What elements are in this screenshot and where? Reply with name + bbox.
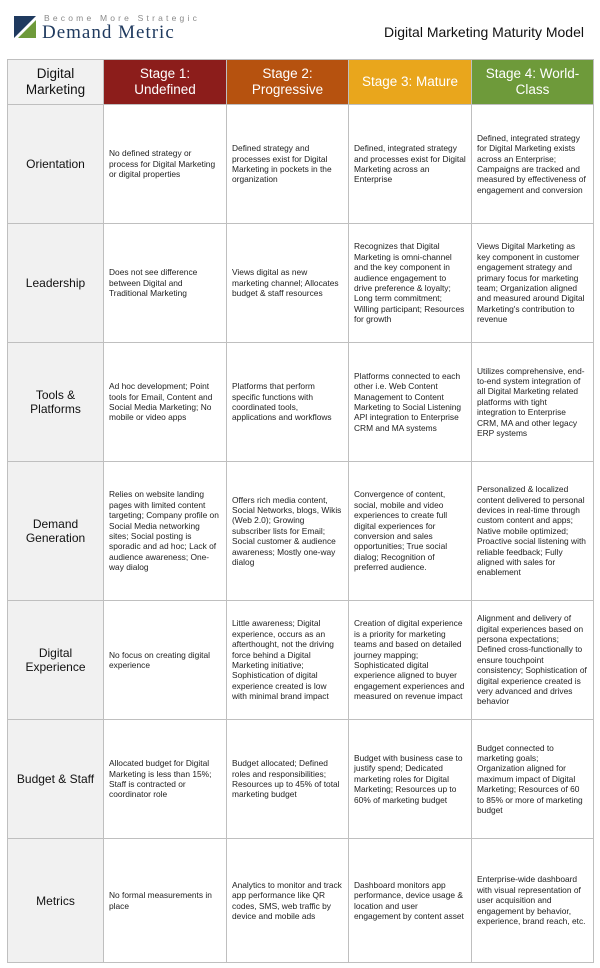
row-label: Leadership — [8, 224, 104, 343]
table-cell: Ad hoc development; Point tools for Email, Content and Social Media Marketing; No mobile or video apps — [104, 343, 227, 462]
table-cell: Platforms that perform specific functions with coordinated tools, applications and workflows — [227, 343, 349, 462]
table-cell: Defined, integrated strategy for Digital Marketing exists across an Enterprise; Campaigns are tracked and measured by effectiveness of engagement and conversion — [472, 105, 594, 224]
table-cell: Utilizes comprehensive, end-to-end system integration of all Digital Marketing related platforms with tight integration to Enterprise CRM, MA and other legacy ERP systems — [472, 343, 594, 462]
table-cell: Enterprise-wide dashboard with visual representation of user acquisition and engagement by behavior, experience, brand reach, etc. — [472, 839, 594, 963]
table-cell: Budget allocated; Defined roles and responsibilities; Resources up to 45% of total marketing budget — [227, 720, 349, 839]
logo-tagline: Become More Strategic — [44, 13, 201, 23]
table-cell: No formal measurements in place — [104, 839, 227, 963]
logo-brand: Demand Metric — [42, 22, 175, 43]
row-label: Digital Experience — [8, 601, 104, 720]
row-label: Budget & Staff — [8, 720, 104, 839]
table-row-budget-staff — [8, 720, 594, 839]
table-cell: Little awareness; Digital experience, occurs as an afterthought, not the driving force behind a Digital Marketing initiative; Sophistication of digital experience created is low with minimal brand impact — [227, 601, 349, 720]
page-title: Digital Marketing Maturity Model — [384, 24, 584, 40]
table-cell: Views digital as new marketing channel; Allocates budget & staff resources — [227, 224, 349, 343]
table-cell: Convergence of content, social, mobile and video experiences to create full digital experiences for conversion and sales opportunities; True social dialog; Recognition of preferred audience. — [349, 462, 472, 601]
table-cell: Defined, integrated strategy and processes exist for Digital Marketing across an Enterprise — [349, 105, 472, 224]
table-cell: Platforms connected to each other i.e. Web Content Management to Content Marketing to Social Listening API integration to Enterprise CRM and MA systems — [349, 343, 472, 462]
table-cell: Dashboard monitors app performance, device usage & location and user engagement by content asset — [349, 839, 472, 963]
table-cell: Defined strategy and processes exist for Digital Marketing in pockets in the organization — [227, 105, 349, 224]
stage-4-header: Stage 4: World-Class — [472, 60, 594, 105]
table-cell: Creation of digital experience is a priority for marketing teams and based on detailed journey mapping; Sophisticated digital experience aligned to buyer engagement experiences and measured on revenue impact — [349, 601, 472, 720]
table-cell: Allocated budget for Digital Marketing is less than 15%; Staff is contracted or coordinator role — [104, 720, 227, 839]
table-cell: Views Digital Marketing as key component in customer engagement strategy and primary focus for marketing team; Organization aligned and measured around Digital Marketing's contribution to revenue — [472, 224, 594, 343]
stage-1-header: Stage 1: Undefined — [104, 60, 227, 105]
stage-2-header: Stage 2: Progressive — [227, 60, 349, 105]
table-cell: Does not see difference between Digital and Traditional Marketing — [104, 224, 227, 343]
row-label: Tools & Platforms — [8, 343, 104, 462]
table-row-orientation — [8, 105, 594, 224]
row-label: Demand Generation — [8, 462, 104, 601]
logo-mark-icon — [14, 16, 36, 38]
table-cell: No focus on creating digital experience — [104, 601, 227, 720]
table-cell: Relies on website landing pages with limited content targeting; Company profile on Social Media networking sites; Social posting is sporadic and ad hoc; Lack of audience awareness; One-way dialog — [104, 462, 227, 601]
table-row-metrics — [8, 839, 594, 963]
stage-3-header: Stage 3: Mature — [349, 60, 472, 105]
table-cell: Personalized & localized content delivered to personal devices in real-time through custom content and apps; Native mobile optimized; Proactive social listening with reliable feedback; Fully aligned with sales for enablement — [472, 462, 594, 601]
row-label: Metrics — [8, 839, 104, 963]
table-cell: Alignment and delivery of digital experiences based on persona expectations; Defined cross-functionally to ensure touchpoint consistency; Sophistication of digital experience created is very advanced and drives behavior — [472, 601, 594, 720]
table-row-leadership — [8, 224, 594, 343]
table-cell: Budget with business case to justify spend; Dedicated marketing roles for Digital Marketing; Resources up to 60% of marketing budget — [349, 720, 472, 839]
table-cell: Budget connected to marketing goals; Organization aligned for maximum impact of Digital Marketing; Resources of 60 to 85% or more of marketing budget — [472, 720, 594, 839]
corner-header: Digital Marketing — [8, 60, 104, 105]
table-cell: No defined strategy or process for Digital Marketing or digital properties — [104, 105, 227, 224]
table-row-tools-platforms — [8, 343, 594, 462]
table-cell: Analytics to monitor and track app performance like QR codes, SMS, web traffic by device and mobile ads — [227, 839, 349, 963]
table-cell: Offers rich media content, Social Networks, blogs, Wikis (Web 2.0); Growing subscriber lists for Email; Social customer & audience awareness; Mostly one-way dialog — [227, 462, 349, 601]
table-row-digital-experience — [8, 601, 594, 720]
demand-metric-logo — [10, 12, 230, 48]
row-label: Orientation — [8, 105, 104, 224]
table-row-demand-generation — [8, 462, 594, 601]
maturity-model-table — [7, 59, 594, 963]
table-cell: Recognizes that Digital Marketing is omni-channel and the key component in audience engagement to drive preference & loyalty; Long term commitment; Willing participant; Resources for growth — [349, 224, 472, 343]
